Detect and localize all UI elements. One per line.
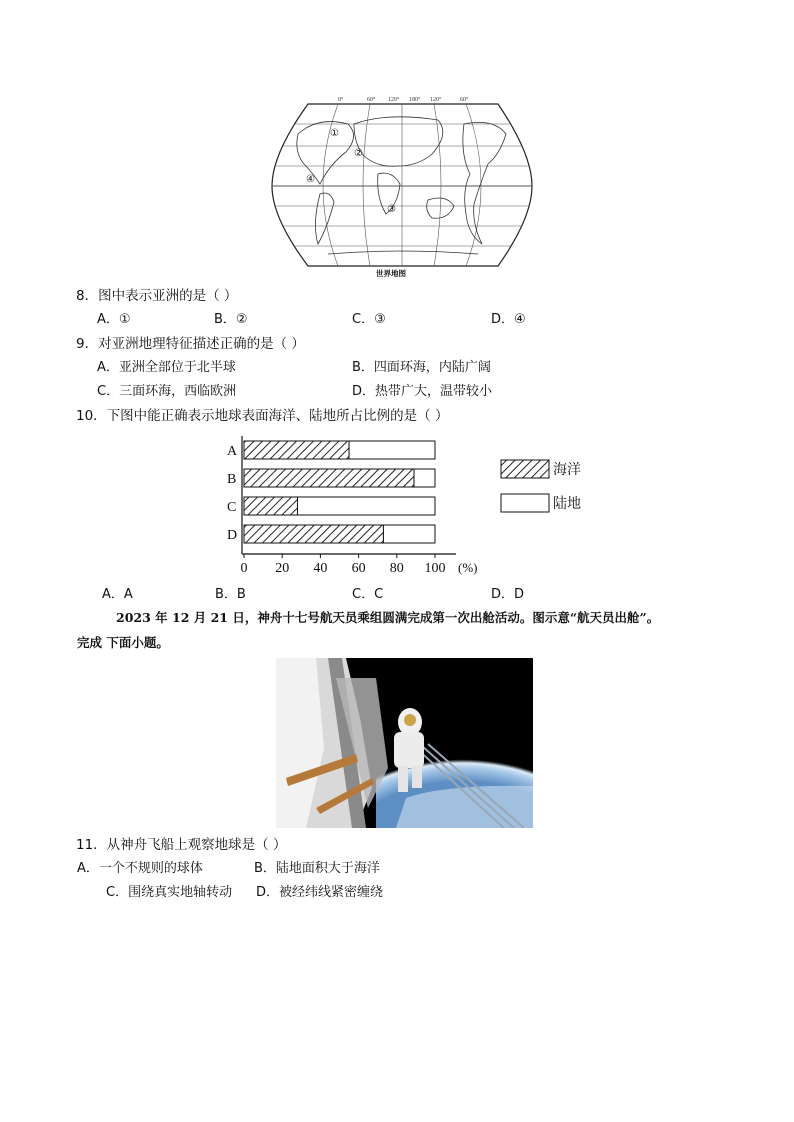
q8-option-c[interactable]: C．③ [352, 312, 386, 327]
lon-label: 120° [388, 97, 400, 103]
q10-option-c[interactable]: C．C [352, 587, 384, 602]
x-tick-label: 0 [240, 561, 248, 576]
map-marker-2: ② [354, 148, 363, 159]
legend-label: 陆地 [553, 497, 581, 512]
passage-line-2: 完成 下面小题。 [77, 635, 169, 650]
bar-ocean [244, 497, 297, 515]
x-tick-label: 60 [351, 561, 366, 576]
bar-ocean [244, 469, 414, 487]
lon-label: 60° [367, 97, 376, 103]
q9-option-a[interactable]: A．亚洲全部位于北半球 [97, 360, 236, 375]
q8-option-b[interactable]: B．② [214, 312, 248, 327]
bar-ocean [244, 441, 349, 459]
legend-label: 海洋 [553, 463, 581, 478]
world-map-figure [268, 94, 538, 280]
lon-label: 0° [338, 97, 344, 103]
q8-option-a[interactable]: A．① [97, 312, 131, 327]
question-9-stem: 9．对亚洲地理特征描述正确的是（ ） [76, 336, 305, 352]
category-label: A [227, 444, 238, 459]
q11-option-b[interactable]: B．陆地面积大于海洋 [254, 861, 380, 876]
legend-swatch [501, 494, 549, 512]
question-10-stem: 10．下图中能正确表示地球表面海洋、陆地所占比例的是（ ） [76, 408, 449, 424]
bar-land [349, 441, 435, 459]
lon-label: 180° [409, 97, 421, 103]
q9-option-b[interactable]: B．四面环海，内陆广阔 [352, 360, 491, 375]
legend-swatch [501, 460, 549, 478]
ocean-land-ratio-chart [220, 432, 600, 582]
q11-option-c[interactable]: C．围绕真实地轴转动 [106, 885, 233, 900]
bar-land [297, 497, 435, 515]
bar-land [383, 525, 435, 543]
q10-option-a[interactable]: A．A [102, 587, 133, 602]
q10-option-d[interactable]: D．D [491, 587, 525, 602]
map-marker-1: ① [330, 128, 339, 139]
bar-land [414, 469, 435, 487]
q9-option-d[interactable]: D．热带广大，温带较小 [352, 384, 493, 399]
map-marker-4: ④ [306, 174, 315, 185]
question-11-stem: 11．从神舟飞船上观察地球是（ ） [76, 837, 287, 853]
category-label: B [227, 472, 237, 487]
passage-line-1: 2023 年 12 月 21 日，神舟十七号航天员乘组圆满完成第一次出舱活动。图示意“航天员出舱”。 [116, 610, 660, 625]
map-marker-3: ③ [387, 204, 396, 215]
q10-option-b[interactable]: B．B [215, 587, 246, 602]
category-label: D [227, 528, 238, 543]
x-tick-label: 20 [275, 561, 290, 576]
map-caption: 世界地图 [376, 269, 406, 278]
x-unit-label: (%) [458, 560, 478, 575]
x-tick-label: 100 [424, 561, 446, 576]
x-tick-label: 80 [389, 561, 404, 576]
category-label: C [227, 500, 237, 515]
x-tick-label: 40 [313, 561, 328, 576]
astronaut-eva-photo [276, 658, 533, 828]
q8-option-d[interactable]: D．④ [491, 312, 526, 327]
bar-ocean [244, 525, 383, 543]
q9-option-c[interactable]: C．三面环海，西临欧洲 [97, 384, 237, 399]
question-8-stem: 8．图中表示亚洲的是（ ） [76, 288, 238, 304]
q11-option-d[interactable]: D．被经纬线紧密缠绕 [256, 885, 384, 900]
lon-label: 120° [430, 97, 442, 103]
lon-label: 60° [460, 97, 469, 103]
q11-option-a[interactable]: A．一个不规则的球体 [77, 861, 203, 876]
